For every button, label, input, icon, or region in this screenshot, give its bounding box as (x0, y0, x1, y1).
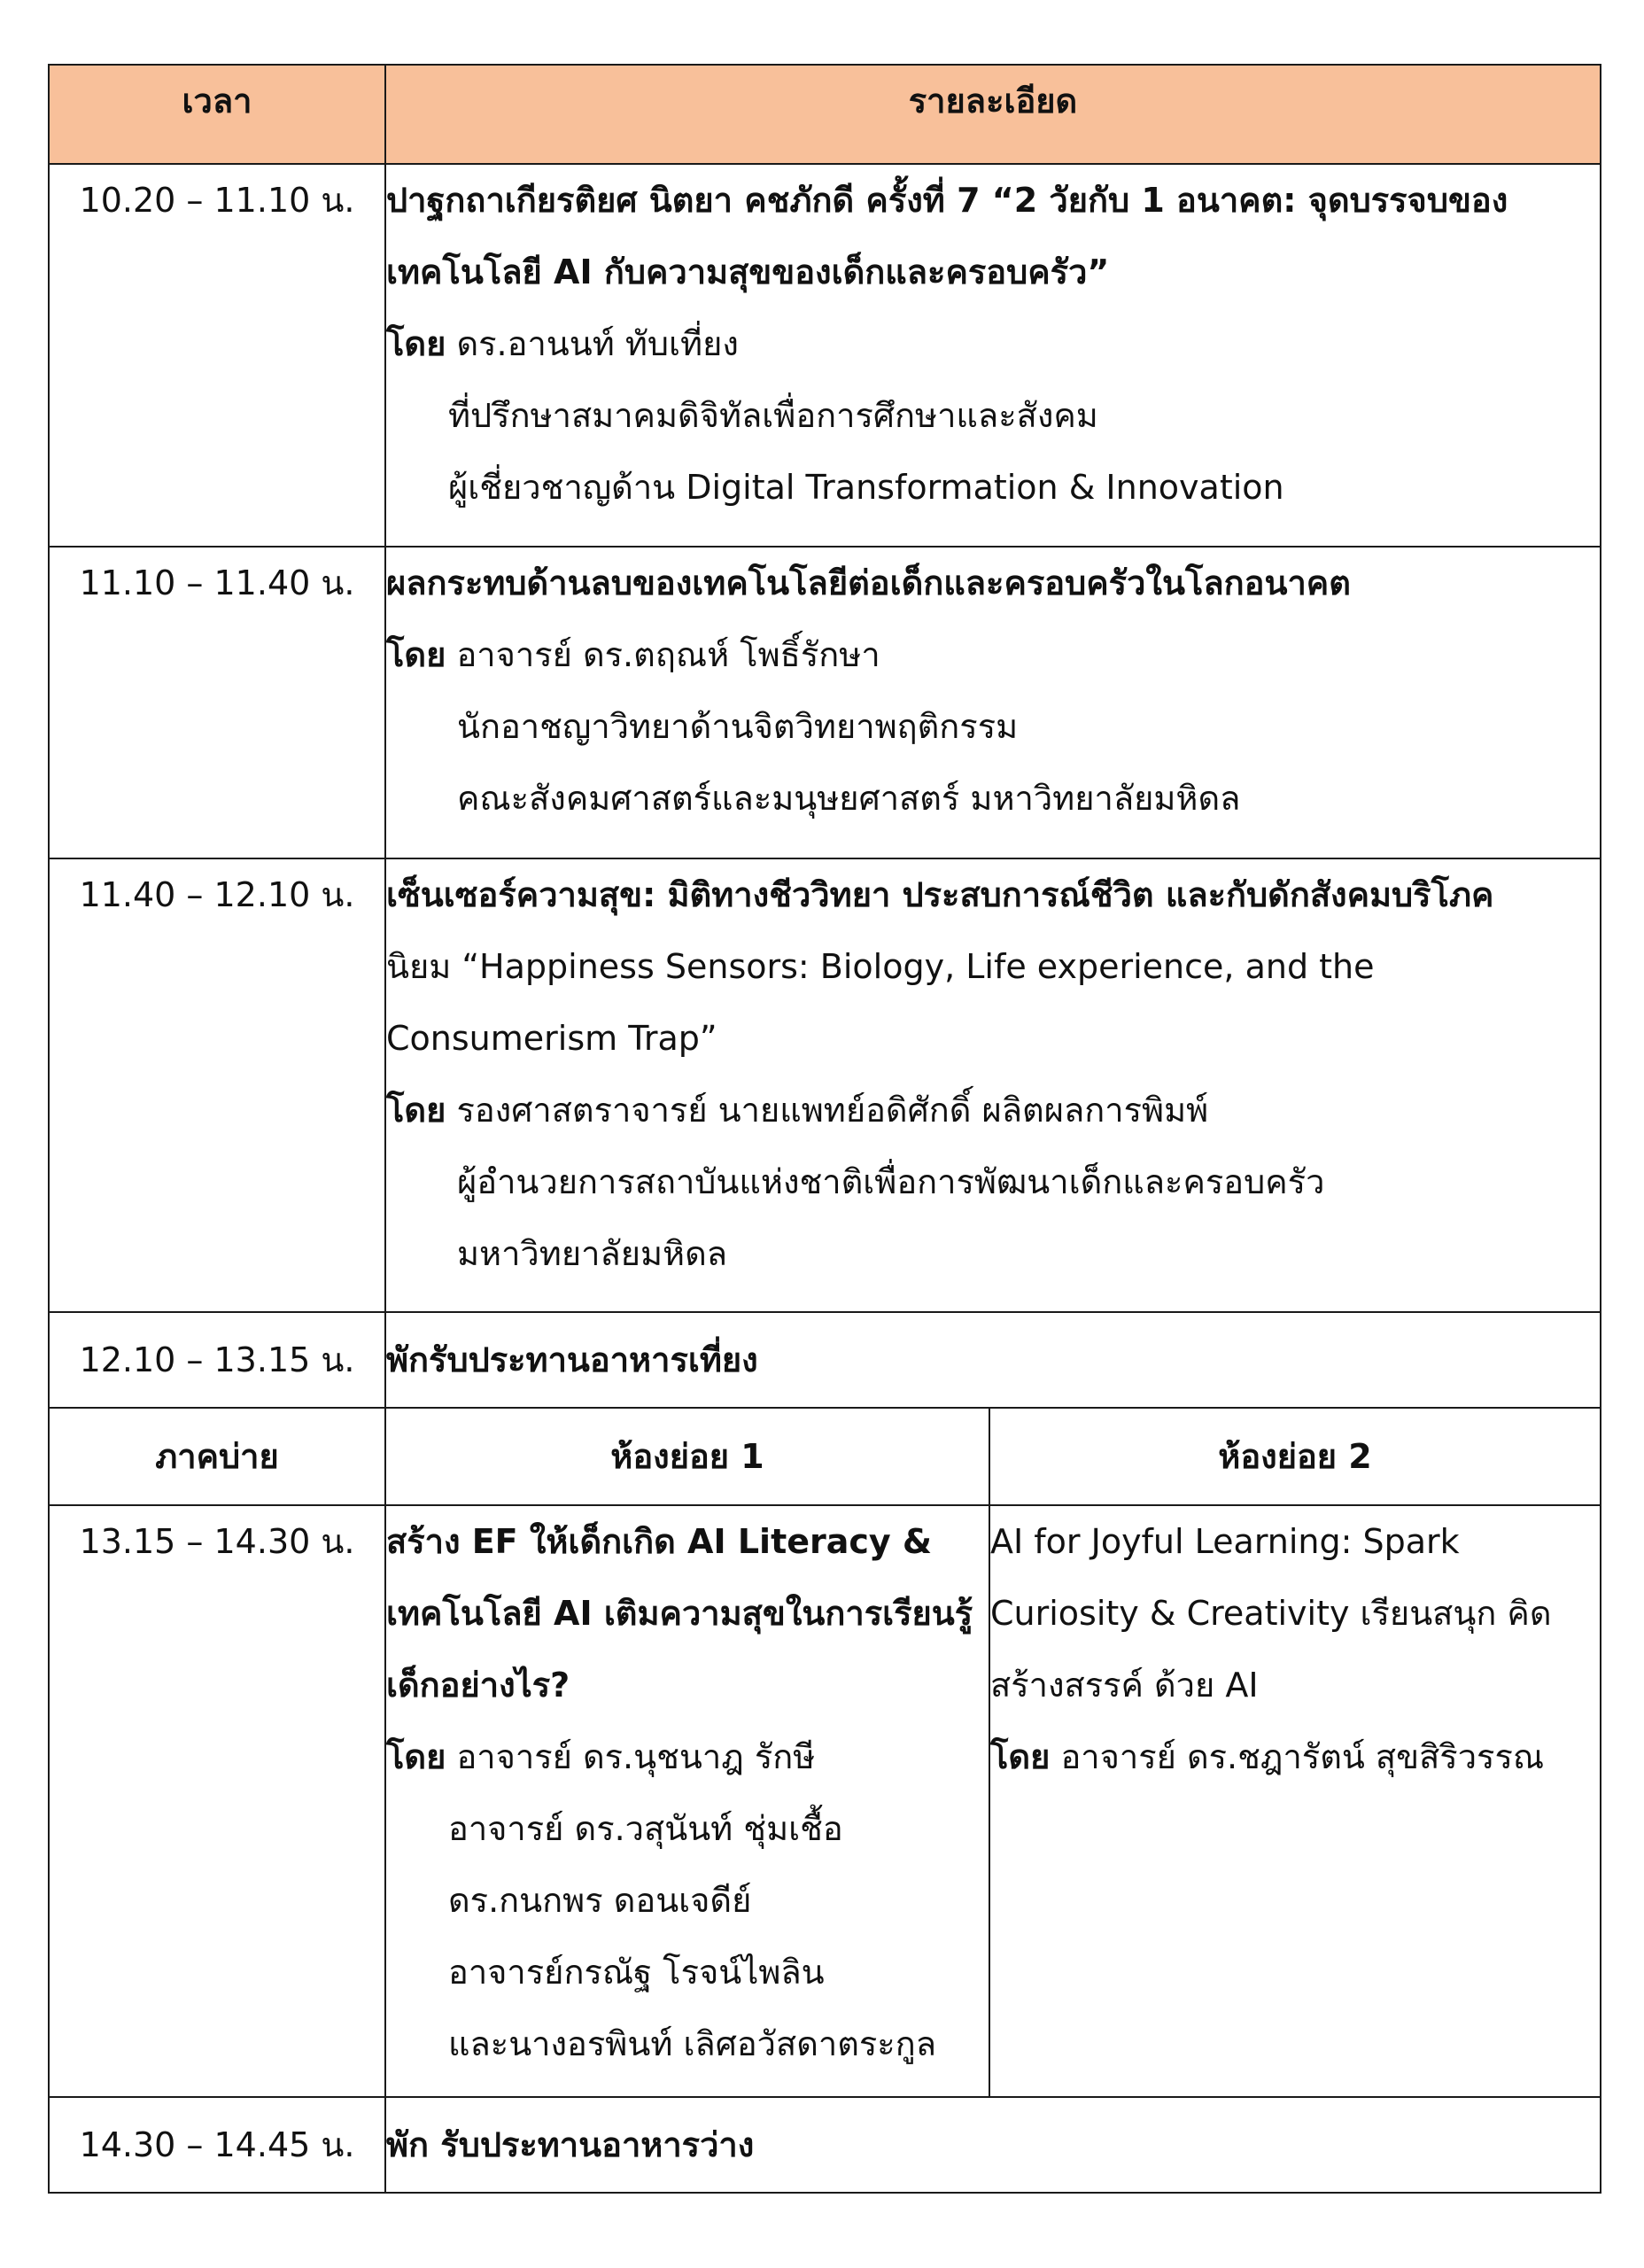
session-title-continued: นิยม “Happiness Sensors: Biology, Life experience, and the Consumerism Trap” (386, 947, 1375, 1058)
snack-label: พัก รับประทานอาหารว่าง (385, 2097, 1601, 2193)
speaker-name: อาจารย์ ดร.ชฎารัตน์ สุขสิริวรรณ (1060, 1737, 1545, 1776)
header-details: รายละเอียด (385, 65, 1601, 164)
speaker-name: รองศาสตราจารย์ นายแพทย์อดิศักดิ์ ผลิตผลการพิมพ์ (456, 1091, 1209, 1130)
speaker-role: ผู้อำนวยการสถาบันแห่งชาติเพื่อการพัฒนาเด็กและครอบครัว (457, 1162, 1325, 1201)
speaker-role: คณะสังคมศาสตร์และมนุษยศาสตร์ มหาวิทยาลัยมหิดล (457, 779, 1241, 818)
speaker-role: ที่ปรึกษาสมาคมดิจิทัลเพื่อการศึกษาและสังคม (448, 396, 1098, 435)
room2-title: AI for Joyful Learning: Spark Curiosity & Creativity เรียนสนุก คิดสร้างสรรค์ ด้วย AI (990, 1522, 1552, 1705)
snack-row (49, 2097, 1601, 2193)
session-time: 11.10 – 11.40 น. (49, 547, 385, 858)
speaker-name: อาจารย์ ดร.ตฤณห์ โพธิ์รักษา (456, 635, 880, 674)
session-time: 11.40 – 12.10 น. (49, 858, 385, 1312)
speaker-role: ผู้เชี่ยวชาญด้าน Digital Transformation & Innovation (448, 468, 1284, 507)
speaker-name: ดร.อานนท์ ทับเที่ยง (456, 324, 739, 363)
speaker-role: นักอาชญาวิทยาด้านจิตวิทยาพฤติกรรม (457, 707, 1019, 746)
room2-header: ห้องย่อย 2 (989, 1408, 1601, 1505)
session-detail (385, 164, 1601, 547)
speaker-role: มหาวิทยาลัยมหิดล (457, 1234, 728, 1273)
session-row (49, 164, 1601, 547)
by-label: โดย (386, 635, 446, 674)
agenda-table (48, 64, 1601, 2194)
room2-detail (989, 1505, 1601, 2097)
session-title: เซ็นเซอร์ความสุข: มิติทางชีววิทยา ประสบการณ์ชีวิต และกับดักสังคมบริโภค (386, 875, 1494, 914)
room1-header: ห้องย่อย 1 (385, 1408, 989, 1505)
speaker-name: ดร.กนกพร ดอนเจดีย์ (448, 1881, 752, 1920)
by-label: โดย (386, 1737, 446, 1776)
lunch-label: พักรับประทานอาหารเที่ยง (385, 1312, 1601, 1408)
room1-title: สร้าง EF ให้เด็กเกิด AI Literacy & เทคโนโลยี AI เติมความสุขในการเรียนรู้เด็กอย่างไร? (386, 1522, 973, 1705)
breakout-row (49, 1505, 1601, 2097)
session-row (49, 858, 1601, 1312)
speaker-name: และนางอรพินท์ เลิศอวัสดาตระกูล (448, 2024, 936, 2063)
lunch-time: 12.10 – 13.15 น. (49, 1312, 385, 1408)
speaker-name: อาจารย์กรณัฐ โรจน์ไพลิน (448, 1953, 825, 1992)
header-time: เวลา (49, 65, 385, 164)
afternoon-label: ภาคบ่าย (49, 1408, 385, 1505)
session-detail (385, 858, 1601, 1312)
session-detail (385, 547, 1601, 858)
session-title: ปาฐกถาเกียรติยศ นิตยา คชภักดี ครั้งที่ 7 “2 วัยกับ 1 อนาคต: จุดบรรจบของเทคโนโลยี AI กับความสุขของเด็กและครอบครัว” (386, 181, 1508, 291)
snack-time: 14.30 – 14.45 น. (49, 2097, 385, 2193)
speaker-name: อาจารย์ ดร.นุชนาฎ รักษี (456, 1737, 816, 1776)
room1-detail (385, 1505, 989, 2097)
session-title: ผลกระทบด้านลบของเทคโนโลยีต่อเด็กและครอบครัวในโลกอนาคต (386, 563, 1351, 602)
speaker-name: อาจารย์ ดร.วสุนันท์ ชุ่มเชื้อ (448, 1809, 843, 1848)
header-row (49, 65, 1601, 164)
breakout-time: 13.15 – 14.30 น. (49, 1505, 385, 2097)
by-label: โดย (386, 1091, 446, 1130)
session-row (49, 547, 1601, 858)
lunch-row (49, 1312, 1601, 1408)
afternoon-header-row (49, 1408, 1601, 1505)
session-time: 10.20 – 11.10 น. (49, 164, 385, 547)
by-label: โดย (990, 1737, 1051, 1776)
by-label: โดย (386, 324, 446, 363)
